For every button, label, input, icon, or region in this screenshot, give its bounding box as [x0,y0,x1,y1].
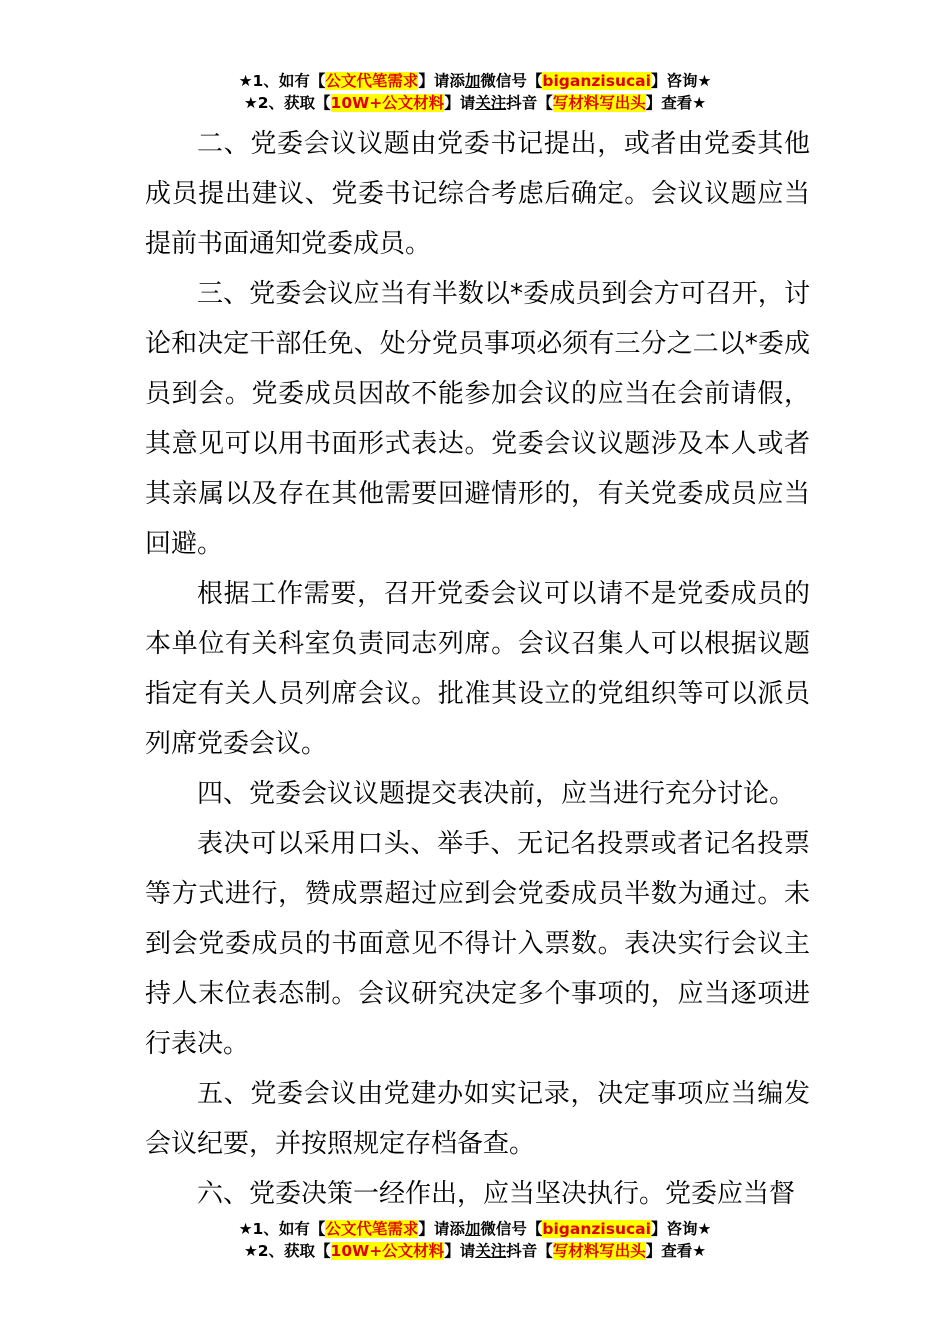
highlight-douyin: 写材料写出头 [552,94,646,112]
paragraph: 二、党委会议议题由党委书记提出，或者由党委其他成员提出建议、党委书记综合考虑后确定。会议议题应当提前书面通知党委成员。 [145,129,810,259]
paragraph: 四、党委会议议题提交表决前，应当进行充分讨论。 [197,779,796,809]
header-banner [0,70,950,114]
highlight-ghostwriting: 公文代笔需求 [325,1220,419,1238]
highlight-ghostwriting: 公文代笔需求 [325,72,419,90]
banner-line-1: ★1、如有【公文代笔需求】请添加微信号【biganzisucai】咨询★ [238,72,712,90]
highlight-wechat-id: biganzisucai [542,1220,651,1238]
highlight-douyin: 写材料写出头 [552,1242,646,1260]
banner-line-2: ★2、获取【10W+公文材料】请关注抖音【写材料写出头】查看★ [243,1242,707,1260]
paragraph: 五、党委会议由党建办如实记录，决定事项应当编发会议纪要，并按照规定存档备查。 [145,1079,810,1159]
banner-line-2: ★2、获取【10W+公文材料】请关注抖音【写材料写出头】查看★ [243,94,707,112]
document-body [145,119,810,1219]
paragraph: 根据工作需要，召开党委会议可以请不是党委成员的本单位有关科室负责同志列席。会议召集人可以根据议题指定有关人员列席会议。批准其设立的党组织等可以派员列席党委会议。 [145,579,810,759]
highlight-materials: 10W+公文材料 [330,94,445,112]
highlight-materials: 10W+公文材料 [330,1242,445,1260]
paragraph: 表决可以采用口头、举手、无记名投票或者记名投票等方式进行，赞成票超过应到会党委成员半数为通过。未到会党委成员的书面意见不得计入票数。表决实行会议主持人末位表态制。会议研究决定多个事项的，应当逐项进行表决。 [145,829,810,1059]
footer-banner [0,1218,950,1262]
banner-line-1: ★1、如有【公文代笔需求】请添加微信号【biganzisucai】咨询★ [238,1220,712,1238]
highlight-wechat-id: biganzisucai [542,72,651,90]
paragraph: 六、党委决策一经作出，应当坚决执行。党委应当督 [197,1179,796,1209]
paragraph: 三、党委会议应当有半数以*委成员到会方可召开，讨论和决定干部任免、处分党员事项必须有三分之二以*委成员到会。党委成员因故不能参加会议的应当在会前请假，其意见可以用书面形式表达。党委会议议题涉及本人或者其亲属以及存在其他需要回避情形的，有关党委成员应当回避。 [145,279,810,559]
